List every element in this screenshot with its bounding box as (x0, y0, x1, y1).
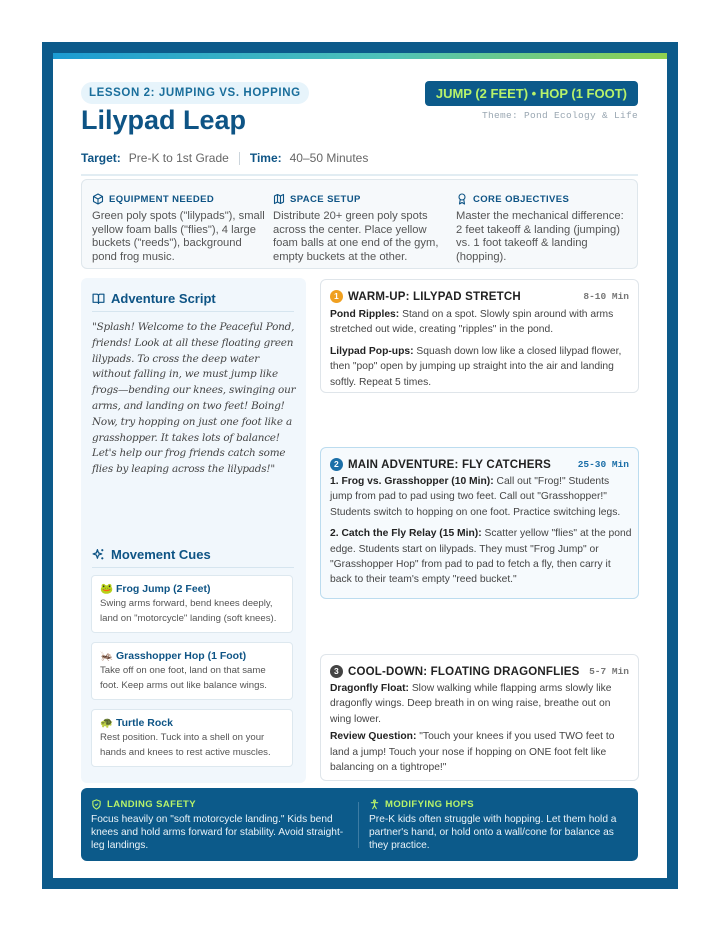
space-section (273, 193, 450, 264)
paragraph-lead: Dragonfly Float: (330, 683, 409, 694)
cues-divider (92, 567, 294, 568)
paragraph-text: Scatter yellow "flies" at the pond edge. Students start on lilypads. They must "Frog Jump" or "Grasshopper Hop" from pad to pad to fetch a fly, then carry it back to their team's empty "reed bucket." (330, 528, 632, 586)
page-frame (42, 42, 678, 889)
cue-card-grasshopper-hop (91, 642, 293, 700)
objectives-text: Master the mechanical difference: 2 feet takeoff & landing (jumping) vs. 1 foot takeoff & landing (hopping). (456, 210, 624, 263)
activity-paragraph (330, 307, 632, 338)
meta-divider (239, 152, 240, 165)
paragraph-text: Stand on a spot. Slowly spin around with arms stretched out wide, creating "ripples" in the pond. (330, 309, 614, 336)
time-value: 40–50 Minutes (289, 151, 369, 165)
activity-paragraph (330, 681, 632, 727)
script-heading-row (92, 291, 216, 306)
target-label: Target: (81, 151, 121, 165)
activity-duration: 25-30 Min (577, 459, 629, 470)
cues-heading-row (92, 547, 211, 562)
equipment-section (92, 193, 267, 264)
landing-safety-section (91, 799, 349, 852)
activity-paragraph (330, 526, 632, 588)
accessibility-icon (369, 799, 380, 810)
objectives-heading: CORE OBJECTIVES (473, 193, 570, 205)
objectives-section (456, 193, 632, 264)
paragraph-text: Slow walking while flapping arms slowly like dragonfly wings. Deep breath in on wing raise, breathe out on wing lower. (330, 683, 612, 725)
modifying-hops-heading: MODIFYING HOPS (385, 799, 474, 810)
activity-duration: 5-7 Min (589, 666, 629, 677)
cue-card-frog-jump (91, 575, 293, 633)
activity-duration: 8-10 Min (583, 291, 629, 302)
activity-card-main-adventure (320, 447, 639, 599)
cue-title: Turtle Rock (116, 717, 173, 729)
gradient-top-bar (53, 53, 667, 59)
paragraph-lead: 2. Catch the Fly Relay (15 Min): (330, 528, 482, 540)
paragraph-lead: 1. Frog vs. Grasshopper (10 Min): (330, 476, 494, 487)
landing-safety-text: Focus heavily on "soft motorcycle landing." Kids bend knees and hold arms forward for stability. Avoid straight-leg landings. (91, 814, 344, 851)
cue-text: Rest position. Tuck into a shell on your hands and knees to rest active muscles. (100, 732, 271, 758)
skill-badge: JUMP (2 FEET) • HOP (1 FOOT) (425, 81, 638, 106)
step-number-badge: 1 (330, 290, 343, 303)
cue-text: Swing arms forward, bend knees deeply, land on "motorcycle" landing (soft knees). (100, 598, 277, 624)
cue-text: Take off on one foot, land on that same foot. Keep arms out like balance wings. (100, 665, 267, 691)
activity-body (330, 681, 632, 781)
turtle-icon: 🐢 (100, 717, 114, 729)
script-panel (81, 278, 306, 783)
script-divider (92, 311, 294, 312)
equipment-text: Green poly spots ("lilypads"), small yellow foam balls ("flies"), 4 large buckets ("reeds"), background pond frog music. (92, 210, 265, 263)
tips-footer (81, 788, 638, 861)
activity-paragraph (330, 729, 632, 775)
adventure-script-text: "Splash! Welcome to the Peaceful Pond, friends! Look at all these floating green lilypads. To cross the deep water without falling in, we must jump like frogs—bending our knees, swinging our arms, and landing on two feet! Boing! Now, try hopping on just one foot like a grasshopper. It takes lots of balance! Let's help our frog friends catch some flies by leaping across the lilypads!" (92, 321, 296, 476)
shield-icon (91, 799, 102, 810)
space-text: Distribute 20+ green poly spots across the center. Place yellow foam balls at one end of the gym, empty buckets at the other. (273, 210, 439, 263)
frog-icon: 🐸 (100, 583, 114, 595)
paragraph-text: Squash down low like a closed lilypad flower, then "pop" open by jumping up straight into the air and landing softly. Repeat 5 times. (330, 345, 622, 388)
equipment-heading: EQUIPMENT NEEDED (109, 193, 215, 205)
activity-card-cool-down (320, 654, 639, 781)
step-number-badge: 3 (330, 665, 343, 678)
paragraph-lead: Lilypad Pop-ups: (330, 345, 414, 357)
activity-card-warm-up (320, 279, 639, 393)
sparkles-icon (92, 548, 105, 561)
theme-label: Theme: Pond Ecology & Life (481, 110, 638, 121)
lesson-page (53, 53, 667, 878)
modifying-hops-text: Pre-K kids often struggle with hopping. Let them hold a partner's hand, or hold onto a wall/cone for balance as they practice. (369, 814, 617, 851)
footer-divider (358, 802, 359, 848)
lesson-meta (81, 151, 368, 165)
modifying-hops-section (369, 799, 631, 852)
activity-paragraph (330, 474, 632, 520)
cue-card-turtle-rock (91, 709, 293, 767)
award-icon (456, 193, 468, 205)
activity-title: WARM-UP: LILYPAD STRETCH (348, 290, 521, 303)
paragraph-lead: Review Question: (330, 731, 417, 743)
space-heading: SPACE SETUP (290, 193, 361, 205)
activity-body (330, 474, 632, 594)
page-title: Lilypad Leap (81, 105, 247, 135)
step-number-badge: 2 (330, 458, 343, 471)
time-label: Time: (249, 151, 282, 165)
paragraph-text: "Touch your knees if you used TWO feet to land a jump! Touch your nose if hopping on ONE foot felt like balancing on a tightrope!" (330, 731, 615, 774)
grasshopper-icon: 🦗 (100, 650, 114, 662)
landing-safety-heading: LANDING SAFETY (107, 799, 196, 810)
activity-title: MAIN ADVENTURE: FLY CATCHERS (348, 458, 552, 471)
script-heading: Adventure Script (111, 291, 216, 306)
cue-title: Frog Jump (2 Feet) (116, 583, 211, 595)
cues-heading: Movement Cues (111, 547, 211, 562)
book-icon (92, 292, 105, 305)
paragraph-text: Call out "Frog!" Students jump from pad to pad using two feet. Call out "Grasshopper!" Students switch to hopping on one foot. Practice switching legs. (330, 476, 621, 518)
box-icon (92, 193, 104, 205)
activity-paragraph (330, 344, 632, 390)
activity-title: COOL-DOWN: FLOATING DRAGONFLIES (348, 665, 580, 678)
activity-body (330, 307, 632, 396)
map-icon (273, 193, 285, 205)
cue-title: Grasshopper Hop (1 Foot) (116, 650, 247, 662)
info-box (81, 179, 638, 269)
lesson-label: LESSON 2: JUMPING VS. HOPPING (81, 82, 309, 104)
paragraph-lead: Pond Ripples: (330, 309, 400, 320)
header-divider (81, 174, 638, 176)
target-value: Pre-K to 1st Grade (128, 151, 229, 165)
